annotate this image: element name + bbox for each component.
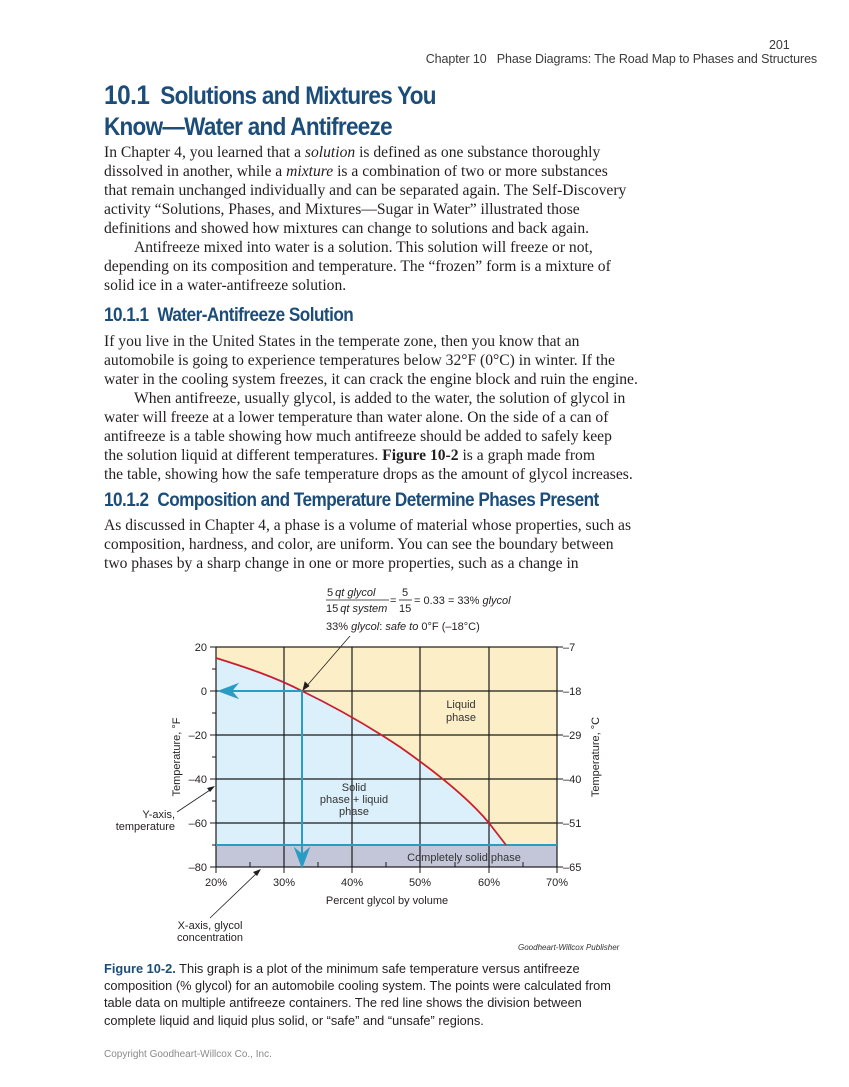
label-solid-liquid-3: phase bbox=[339, 806, 369, 818]
running-head-title: Phase Diagrams: The Road Map to Phases and Structures bbox=[496, 52, 818, 66]
chart-plot-area bbox=[116, 636, 602, 944]
running-head-chapter: Chapter 10 bbox=[425, 52, 487, 66]
text-line: the solution liquid at different temperatures. Figure 10-2 is a graph made from bbox=[104, 447, 595, 464]
svg-text:=: = bbox=[390, 595, 397, 607]
label-completely-solid: Completely solid phase bbox=[407, 852, 521, 864]
svg-text:–80: –80 bbox=[188, 862, 207, 874]
text-line: two phases by a sharp change in one or more properties, such as a change in bbox=[104, 555, 579, 572]
text-line: depending on its composition and temperature. The “frozen” form is a mixture of bbox=[104, 258, 611, 275]
svg-text:15: 15 bbox=[399, 603, 412, 615]
svg-text:50%: 50% bbox=[408, 877, 432, 889]
text-line: Antifreeze mixed into water is a solution. This solution will freeze or not, bbox=[134, 239, 593, 256]
page-number: 201 bbox=[769, 38, 790, 52]
text-line: solid ice in a water-antifreeze solution. bbox=[104, 277, 347, 294]
svg-text:15qt system: 15 qt system bbox=[326, 603, 388, 615]
svg-text:–18: –18 bbox=[563, 686, 582, 698]
svg-text:–40: –40 bbox=[563, 774, 582, 786]
svg-text:concentration: concentration bbox=[176, 932, 244, 944]
text-line: composition, hardness, and color, are uniform. You can see the boundary between bbox=[104, 536, 614, 553]
section-title: Water-Antifreeze Solution bbox=[157, 304, 354, 326]
section-number: 10.1 bbox=[104, 80, 150, 110]
svg-text:–51: –51 bbox=[563, 818, 582, 830]
svg-text:–29: –29 bbox=[563, 730, 582, 742]
equation bbox=[326, 587, 511, 633]
text-line: water will freeze at a lower temperature than water alone. On the side of a can of bbox=[104, 409, 609, 426]
copyright-footer: Copyright Goodheart-Willcox Co., Inc. bbox=[104, 1049, 272, 1060]
text-line: In Chapter 4, you learned that a solution is defined as one substance thoroughly bbox=[104, 144, 601, 161]
svg-text:X-axis, glycol: X-axis, glycol bbox=[177, 920, 243, 932]
svg-text:60%: 60% bbox=[477, 877, 501, 889]
text-line: water in the cooling system freezes, it can crack the engine block and ruin the engine. bbox=[104, 371, 638, 388]
svg-text:20: 20 bbox=[194, 642, 207, 654]
text-line: automobile is going to experience temperatures below 32°F (0°C) in winter. If the bbox=[104, 352, 615, 369]
text-line: activity “Solutions, Phases, and Mixtures—Sugar in Water” illustrated those bbox=[104, 201, 580, 218]
svg-text:0: 0 bbox=[200, 686, 207, 698]
text-line: If you live in the United States in the temperate zone, then you know that an bbox=[104, 333, 580, 350]
svg-text:5qt glycol: 5 qt glycol bbox=[327, 587, 376, 599]
label-solid-liquid-2: phase + liquid bbox=[319, 794, 389, 806]
svg-text:30%: 30% bbox=[272, 877, 296, 889]
svg-text:–40: –40 bbox=[188, 774, 207, 786]
svg-text:= 0.33 = 33% glycol: = 0.33 = 33% glycol bbox=[414, 595, 511, 607]
svg-text:–7: –7 bbox=[563, 642, 576, 654]
svg-text:40%: 40% bbox=[340, 877, 364, 889]
figure-label: Figure 10-2. bbox=[104, 961, 176, 976]
safe-note: 33% glycol: safe to 0°F (–18°C) bbox=[326, 621, 480, 633]
section-title-line2: Know—Water and Antifreeze bbox=[104, 113, 392, 141]
section-title-line1: Solutions and Mixtures You bbox=[160, 82, 436, 110]
text-line: the table, showing how the safe temperature drops as the amount of glycol increases. bbox=[104, 466, 633, 483]
text-line: As discussed in Chapter 4, a phase is a volume of material whose properties, such as bbox=[104, 517, 632, 534]
y-axis-title-left: Temperature, °F bbox=[171, 717, 183, 797]
section-title: Composition and Temperature Determine Phases Present bbox=[157, 489, 599, 511]
label-liquid-1: Liquid bbox=[446, 699, 476, 711]
text-line: definitions and showed how mixtures can change to solutions and back again. bbox=[104, 220, 590, 237]
svg-text:20%: 20% bbox=[204, 877, 228, 889]
figure-credit: Goodheart-Willcox Publisher bbox=[518, 943, 620, 952]
svg-text:70%: 70% bbox=[545, 877, 569, 889]
section-number: 10.1.1 bbox=[104, 304, 149, 326]
text-line: that remain unchanged individually and can be separated again. The Self-Discovery bbox=[104, 182, 627, 199]
label-solid-liquid-1: Solid bbox=[341, 782, 367, 794]
text-line: When antifreeze, usually glycol, is added to the water, the solution of glycol in bbox=[134, 390, 626, 407]
text-line: antifreeze is a table showing how much antifreeze should be added to safely keep bbox=[104, 428, 612, 445]
x-axis-title: Percent glycol by volume bbox=[325, 895, 449, 907]
svg-text:Y-axis,: Y-axis, bbox=[142, 809, 175, 821]
figure-reference: Figure 10-2 bbox=[382, 447, 459, 464]
svg-text:temperature: temperature bbox=[115, 821, 175, 833]
svg-text:–65: –65 bbox=[563, 862, 582, 874]
svg-text:5: 5 bbox=[402, 587, 409, 599]
section-number: 10.1.2 bbox=[104, 489, 149, 511]
y-axis-title-right: Temperature, °C bbox=[590, 716, 602, 798]
svg-text:–60: –60 bbox=[188, 818, 207, 830]
label-liquid-2: phase bbox=[446, 712, 476, 724]
svg-text:–20: –20 bbox=[188, 730, 207, 742]
figure-caption: Figure 10-2. This graph is a plot of the minimum safe temperature versus antifreeze composition (% glycol) for an automobile cooling system. The points were calculated from table data on multiple antifreeze containers. The red line shows the division between complete liquid and liquid plus solid, or “safe” and “unsafe” regions. bbox=[104, 961, 611, 1028]
text-line: dissolved in another, while a mixture is a combination of two or more substances bbox=[104, 163, 608, 180]
